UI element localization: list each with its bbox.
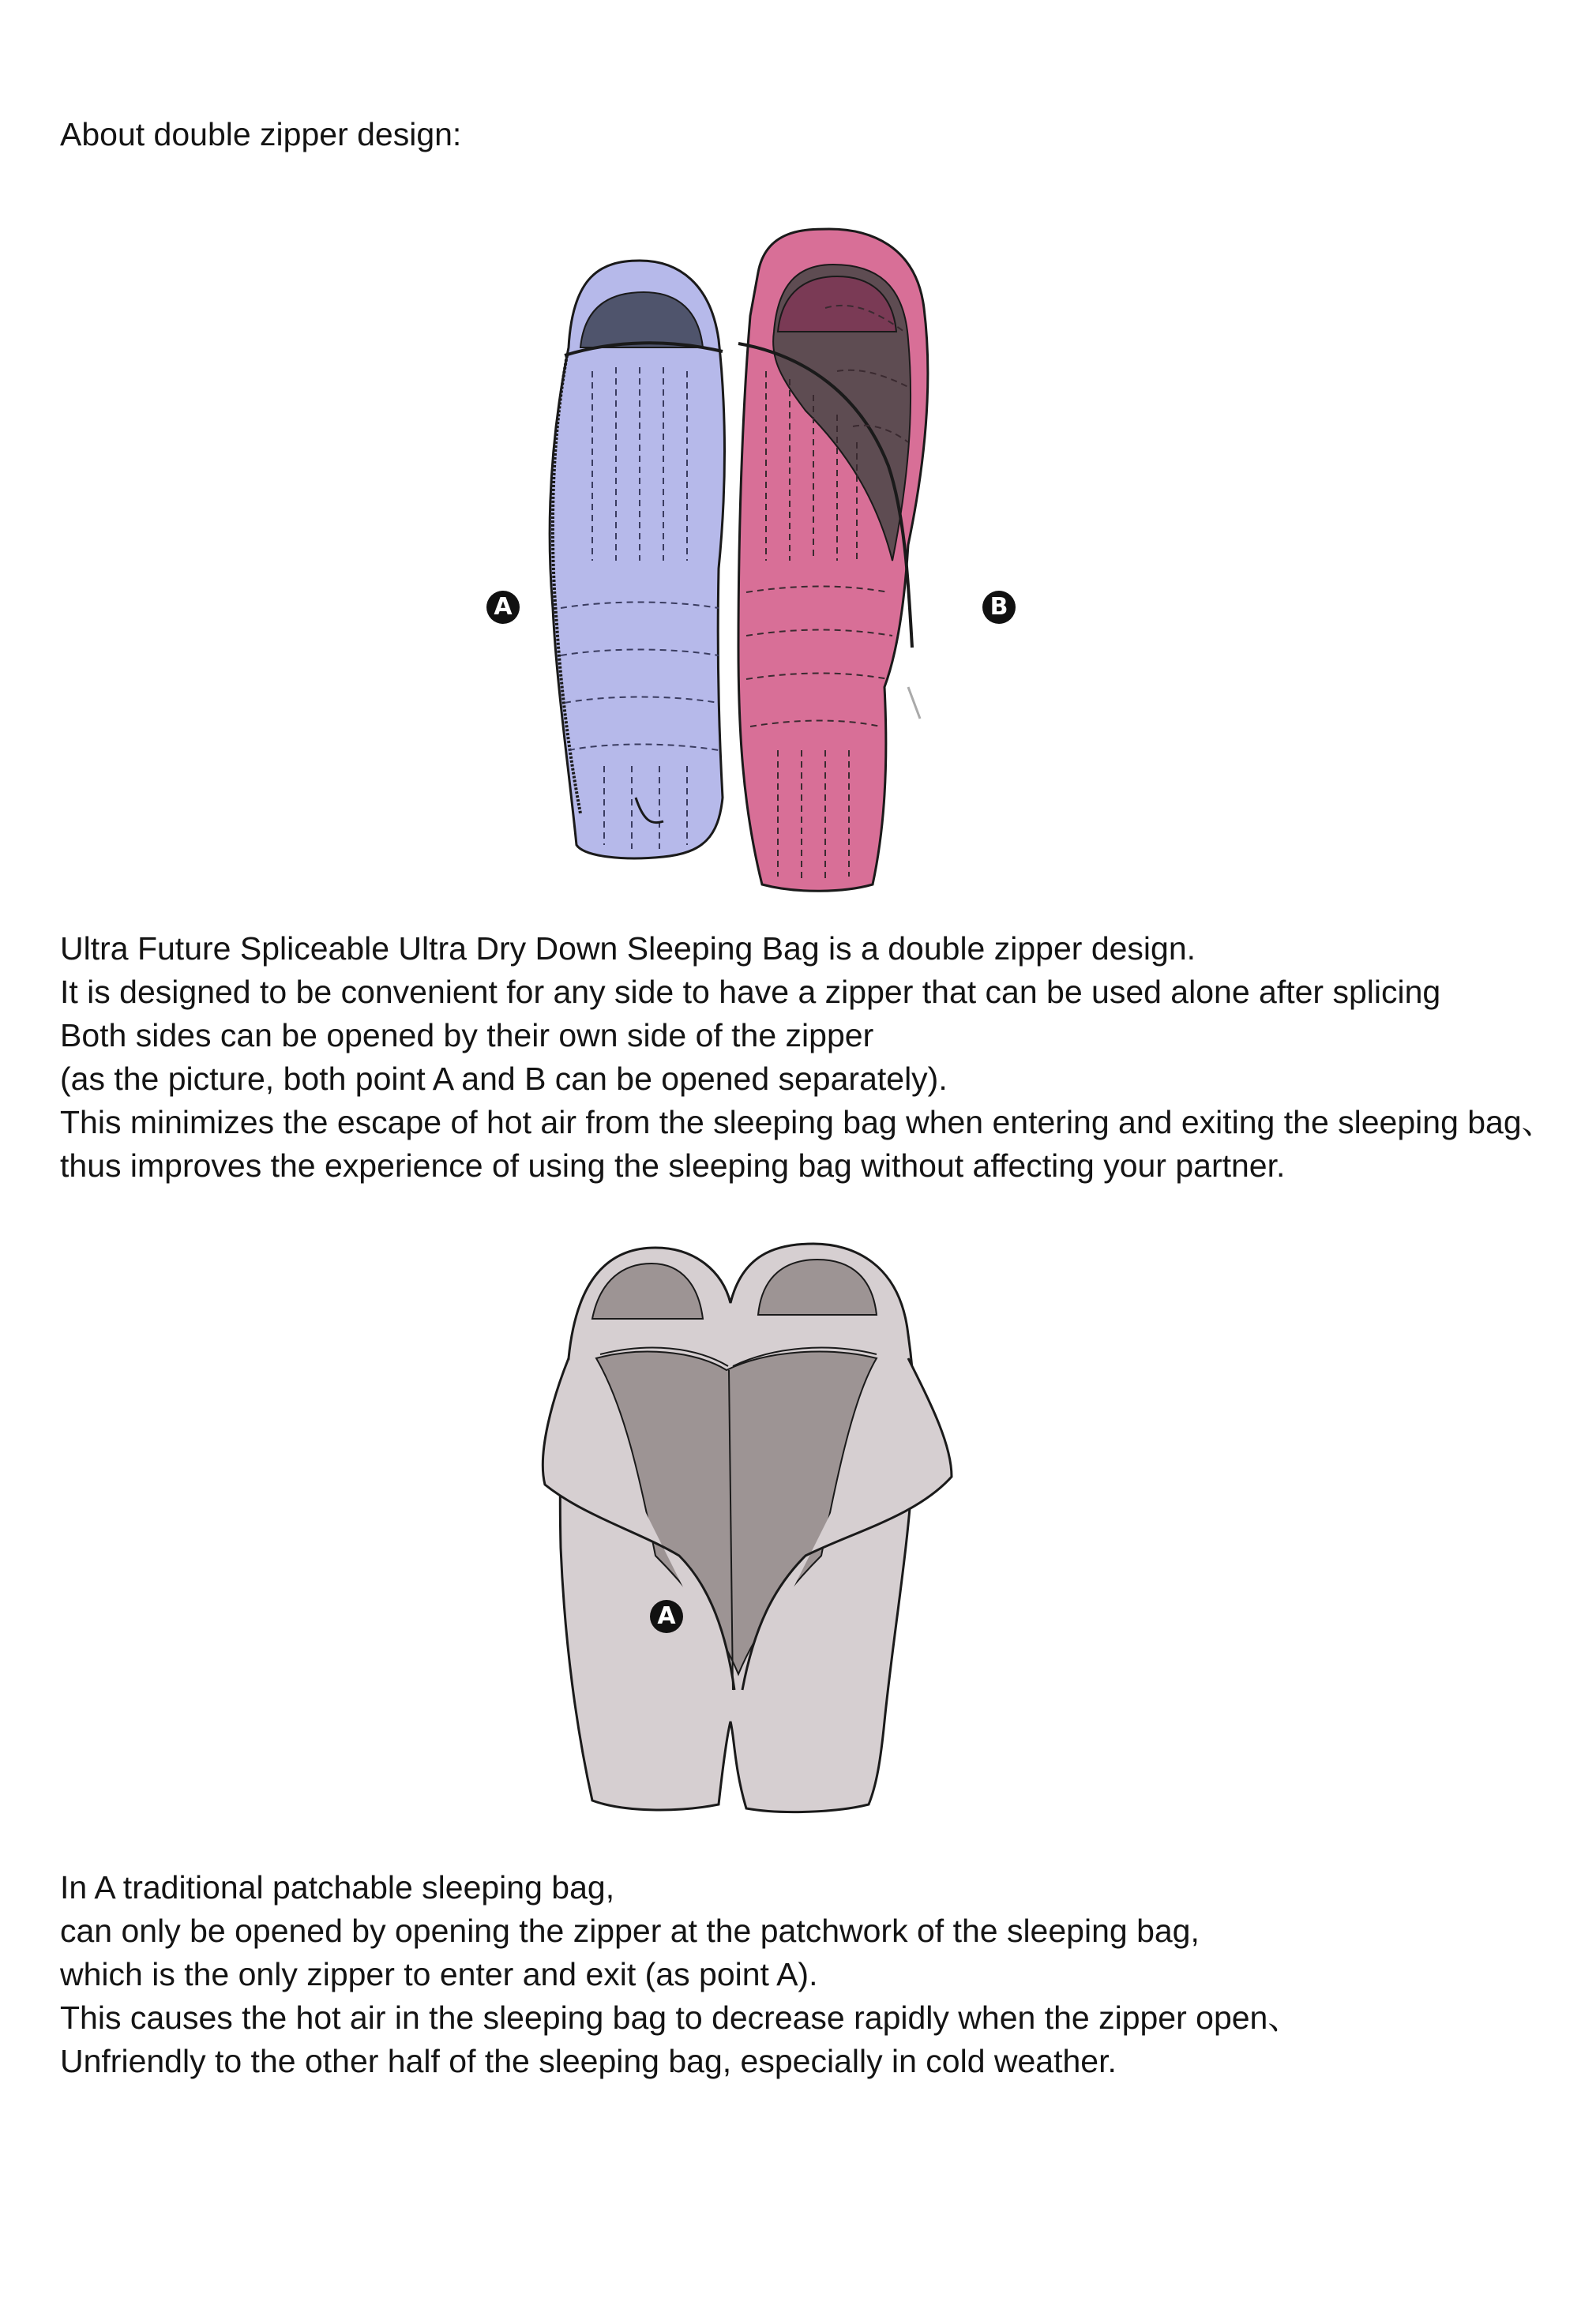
paragraph-1-line: Both sides can be opened by their own side of the zipper <box>60 1017 874 1053</box>
marker-b-top: B <box>982 591 1016 624</box>
paragraph-2-line: which is the only zipper to enter and exit (as point A). <box>60 1956 818 1992</box>
paragraph-2-line: can only be opened by opening the zipper at the patchwork of the sleeping bag, <box>60 1913 1200 1949</box>
paragraph-1-line: thus improves the experience of using the sleeping bag without affecting your partner. <box>60 1147 1286 1184</box>
paragraph-1-line: (as the picture, both point A and B can be opened separately). <box>60 1061 948 1097</box>
marker-a-top: A <box>486 591 520 624</box>
double-zipper-drawing <box>466 213 1035 908</box>
double-zipper-illustration <box>466 213 1035 908</box>
traditional-bag-illustration <box>521 1216 995 1832</box>
left-sleeping-bag <box>550 261 724 858</box>
right-sleeping-bag <box>738 229 928 891</box>
paragraph-traditional-bag <box>60 1866 1300 2083</box>
paragraph-1-line: Ultra Future Spliceable Ultra Dry Down Sleeping Bag is a double zipper design. <box>60 930 1196 967</box>
paragraph-2-line: In A traditional patchable sleeping bag, <box>60 1869 615 1906</box>
paragraph-2-line: This causes the hot air in the sleeping bag to decrease rapidly when the zipper open、 <box>60 1999 1301 2036</box>
traditional-bag-drawing <box>521 1216 995 1832</box>
paragraph-2-line: Unfriendly to the other half of the sleeping bag, especially in cold weather. <box>60 2043 1117 2079</box>
page-heading: About double zipper design: <box>60 116 462 152</box>
paragraph-1-line: It is designed to be convenient for any side to have a zipper that can be used alone after splicing <box>60 974 1441 1010</box>
traditional-sleeping-bag <box>543 1244 952 1812</box>
paragraph-double-zipper <box>60 927 1554 1188</box>
paragraph-1-line: This minimizes the escape of hot air from the sleeping bag when entering and exiting the sleeping bag、 <box>60 1104 1554 1140</box>
marker-a-bottom: A <box>650 1600 683 1633</box>
